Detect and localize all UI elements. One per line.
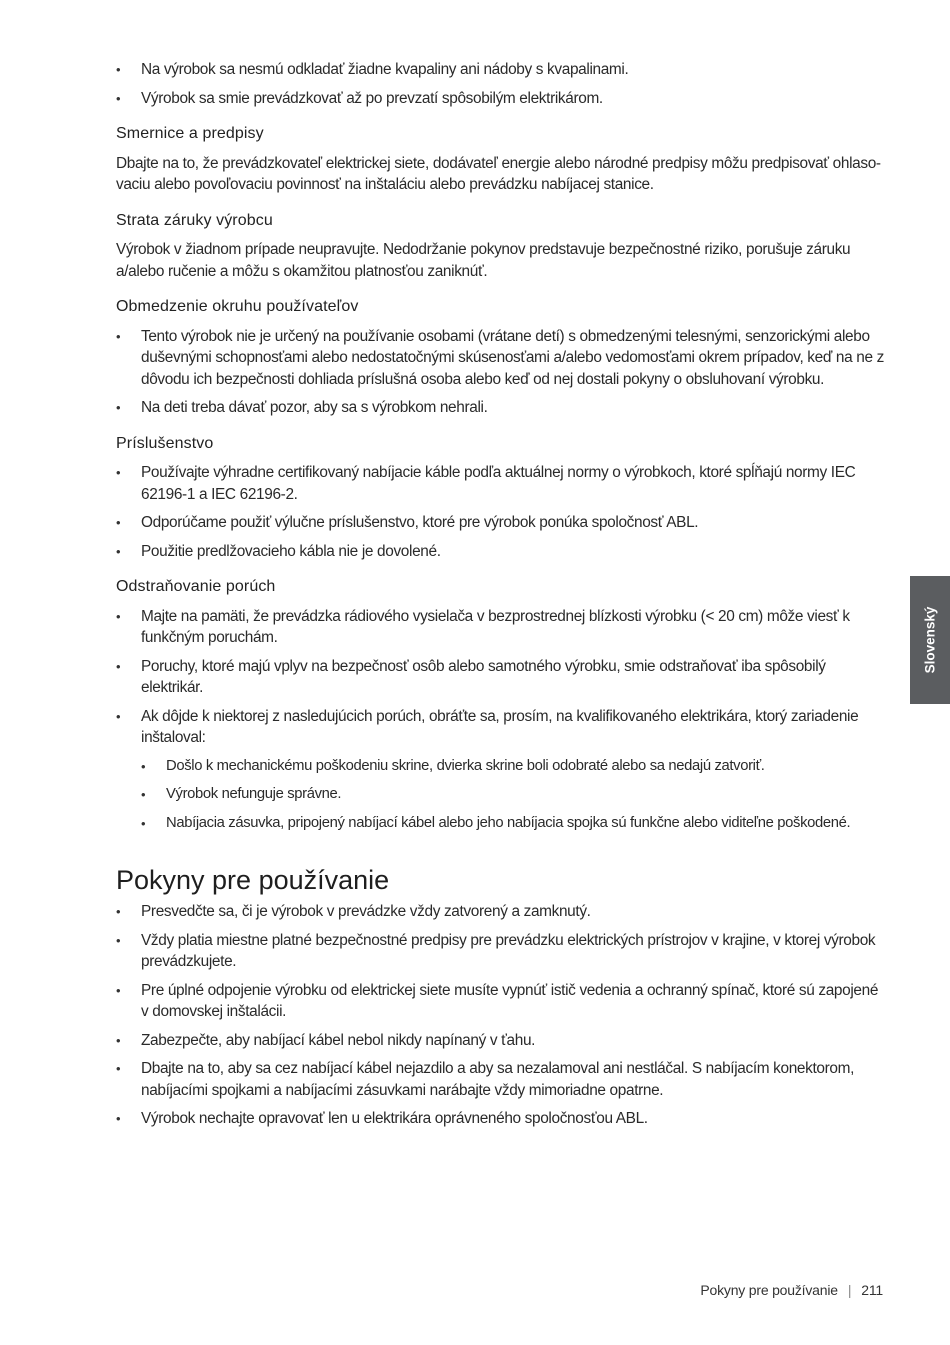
list-item: • Výrobok nefunguje správne. (141, 784, 884, 806)
accessories-bullet-list (116, 462, 884, 562)
section-heading-faults: Odstraňovanie porúch (116, 578, 276, 595)
footer-separator: | (847, 1282, 852, 1298)
intro-bullet-list (116, 59, 884, 109)
list-item: • Odporúčame použiť výlučne príslušenstvo, ktoré pre výrobok ponúka spoločnosť ABL. (116, 512, 884, 534)
footer-section-title: Pokyny pre používanie (700, 1282, 838, 1298)
list-item: • Používajte výhradne certifikovaný nabíjacie káble podľa aktuálnej normy o výrobkoch, ktoré spĺňajú normy IEC 62196-1 a IEC 62196-2. (116, 462, 884, 505)
section-title-usage: Pokyny pre používanie (116, 865, 390, 895)
faults-bullet-list (116, 606, 884, 749)
section-heading-rules: Smernice a predpisy (116, 125, 264, 142)
section-heading-accessories: Príslušenstvo (116, 434, 214, 452)
list-item: • Dbajte na to, aby sa cez nabíjací kábel nejazdilo a aby sa nezalamoval ani nestláčal. S nabíjacím konektorom, nabíjacími spojkami a nabíjacími zásuvkami narábajte vždy mimoriadne opatrne. (116, 1058, 884, 1101)
list-item: • Výrobok nechajte opravovať len u elektrikára oprávneného spoločnosťou ABL. (116, 1108, 884, 1130)
list-item: • Došlo k mechanickému poškodeniu skrine, dvierka skrine boli odobraté alebo sa nedajú zatvoriť. (141, 756, 884, 778)
list-item: • Na deti treba dávať pozor, aby sa s výrobkom nehrali. (116, 397, 884, 419)
language-tab-label: Slovenský (922, 606, 938, 674)
page-number: 211 (861, 1282, 883, 1298)
list-item: • Na výrobok sa nesmú odkladať žiadne kvapaliny ani nádoby s kvapalinami. (116, 59, 884, 81)
page-content (116, 59, 884, 1137)
list-item: • Výrobok sa smie prevádzkovať až po prevzatí spôsobilým elektrikárom. (116, 88, 884, 110)
users-bullet-list (116, 326, 884, 419)
section-text-rules: Dbajte na to, že prevádzkovateľ elektrickej siete, dodávateľ energie alebo národné predpisy môžu predpisovať ohlasovaciu alebo povoľovaciu povinnosť na inštaláciu alebo prevádzku nabíjacej stanice. (116, 154, 882, 193)
list-item: • Zabezpečte, aby nabíjací kábel nebol nikdy napínaný v ťahu. (116, 1030, 884, 1052)
faults-sub-bullet-list (141, 756, 884, 835)
list-item: • Pre úplné odpojenie výrobku od elektrickej siete musíte vypnúť istič vedenia a ochranný spínač, ktoré sú zapojené v domovskej inštalácii. (116, 980, 884, 1023)
list-item: • Nabíjacia zásuvka, pripojený nabíjací kábel alebo jeho nabíjacia spojka sú funkčne alebo viditeľne poškodené. (141, 813, 884, 835)
list-item: • Ak dôjde k niektorej z nasledujúcich porúch, obráťte sa, prosím, na kvalifikovaného elektrikára, ktorý zariadenie inštaloval: (116, 706, 884, 749)
list-item: • Presvedčte sa, či je výrobok v prevádzke vždy zatvorený a zamknutý. (116, 901, 884, 923)
section-heading-warranty: Strata záruky výrobcu (116, 211, 273, 229)
language-tab (910, 576, 950, 704)
section-heading-users: Obmedzenie okruhu používateľov (116, 298, 359, 315)
usage-bullet-list (116, 901, 884, 1130)
list-item: • Poruchy, ktoré majú vplyv na bezpečnosť osôb alebo samotného výrobku, smie odstraňovať iba spôsobilý elektrikár. (116, 656, 884, 699)
list-item: • Tento výrobok nie je určený na používanie osobami (vrátane detí) s obmedzenými telesnými, senzorickými alebo duševnými schopnosťami alebo nedostatočnými skúsenosťami a/alebo vedomosťami okrem prípadov, keď na ne z dôvodu ich bezpečnosti dohliada príslušná osoba alebo keď od nej dostali pokyny o obsluhovaní výrobku. (116, 326, 884, 391)
list-item: • Vždy platia miestne platné bezpečnostné predpisy pre prevádzku elektrických prístrojov v krajine, v ktorej výrobok prevádzkujete. (116, 930, 884, 973)
page-footer (700, 1282, 883, 1298)
list-item: • Použitie predlžovacieho kábla nie je dovolené. (116, 541, 884, 563)
list-item: • Majte na pamäti, že prevádzka rádiového vysielača v bezprostrednej blízkosti výrobku (< 20 cm) môže viesť k funkčným poruchám. (116, 606, 884, 649)
section-text-warranty: Výrobok v žiadnom prípade neupravujte. Nedodržanie pokynov predstavuje bezpečnostné riziko, porušuje záruku a/alebo ručenie a môžu s okamžitou platnosťou zaniknúť. (116, 241, 851, 280)
